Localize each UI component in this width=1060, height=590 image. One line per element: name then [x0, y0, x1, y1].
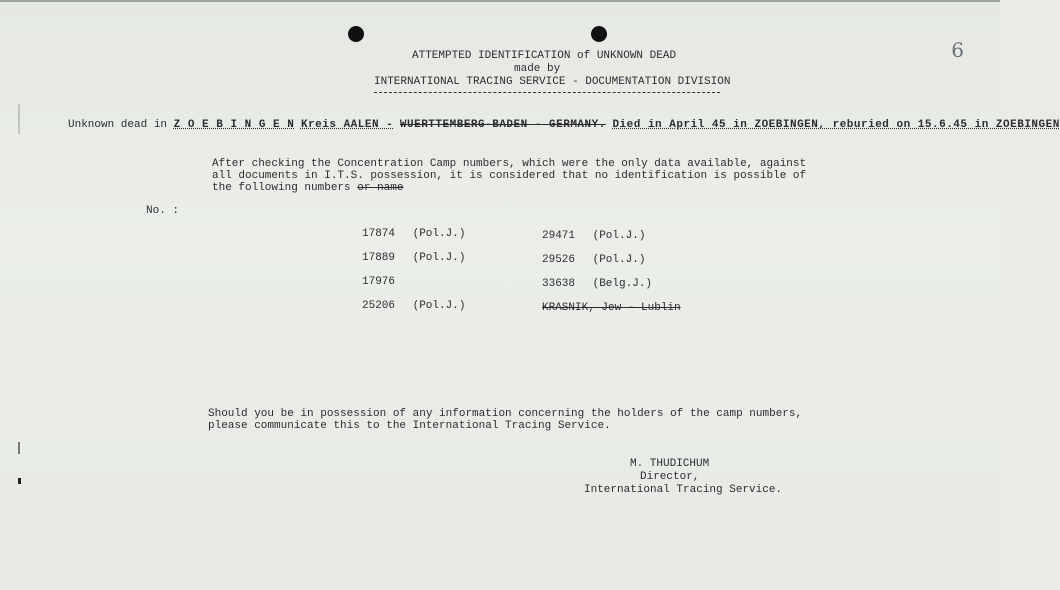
camp-tag: (Pol.J.) [592, 254, 646, 266]
camp-tag: (Belg.J.) [592, 278, 653, 290]
checking-text: After checking the Concentration Camp numbers, which were the only data available, against all documents in I.T.S. possession, it is considered that no identification is possible of the following numbers [212, 158, 807, 194]
edge-mark [18, 478, 21, 484]
camp-number: 25206 [362, 300, 396, 312]
struck-name: KRASNIK, Jew - Lublin [542, 302, 681, 314]
camp-tag: (Pol.J.) [412, 252, 466, 264]
signatory-name: M. THUDICHUM [630, 458, 710, 470]
camp-tag: (Pol.J.) [412, 300, 466, 312]
list-item [362, 300, 465, 312]
header-title: ATTEMPTED IDENTIFICATION of UNKNOWN DEAD [412, 50, 677, 62]
unknown-struck-region: WUERTTEMBERG-BADEN - GERMANY. [399, 119, 606, 131]
unknown-place: Z O E B I N G E N [173, 119, 295, 131]
camp-number: 29471 [542, 230, 576, 242]
header-division: INTERNATIONAL TRACING SERVICE - DOCUMENTATION DIVISION [374, 76, 731, 88]
punch-hole-right [591, 26, 607, 42]
list-item [542, 278, 652, 290]
checking-struck-text: or name [357, 182, 404, 194]
edge-mark [18, 442, 20, 454]
camp-number: 29526 [542, 254, 576, 266]
contact-paragraph: Should you be in possession of any information concerning the holders of the camp numbers, please communicate this to the International Tracing Service. [208, 408, 803, 432]
unknown-prefix: Unknown dead in [68, 119, 168, 131]
unknown-dead-line [68, 119, 1060, 131]
checking-paragraph [212, 158, 832, 194]
camp-tag: (Pol.J.) [412, 228, 466, 240]
camp-tag: (Pol.J.) [592, 230, 646, 242]
list-item-struck [542, 302, 681, 314]
signatory-title: Director, [640, 471, 700, 483]
edge-mark [18, 104, 20, 134]
list-item [542, 230, 645, 242]
signatory-org: International Tracing Service. [584, 484, 783, 496]
list-item [542, 254, 645, 266]
punch-hole-left [348, 26, 364, 42]
list-item [362, 252, 465, 264]
header-made-by: made by [514, 63, 561, 75]
signature-block [584, 458, 782, 497]
page-number: 6 [951, 38, 964, 62]
numbers-label: No. : [146, 205, 180, 217]
list-item [362, 228, 465, 240]
list-item [362, 276, 406, 288]
unknown-details: Died in April 45 in ZOEBINGEN, reburied on 15.6.45 in ZOEBINGEN [612, 119, 1060, 131]
header-divider [374, 92, 720, 93]
unknown-kreis: Kreis AALEN - [300, 119, 394, 131]
camp-number: 17976 [362, 276, 396, 288]
camp-number: 17874 [362, 228, 396, 240]
camp-number: 17889 [362, 252, 396, 264]
camp-number: 33638 [542, 278, 576, 290]
